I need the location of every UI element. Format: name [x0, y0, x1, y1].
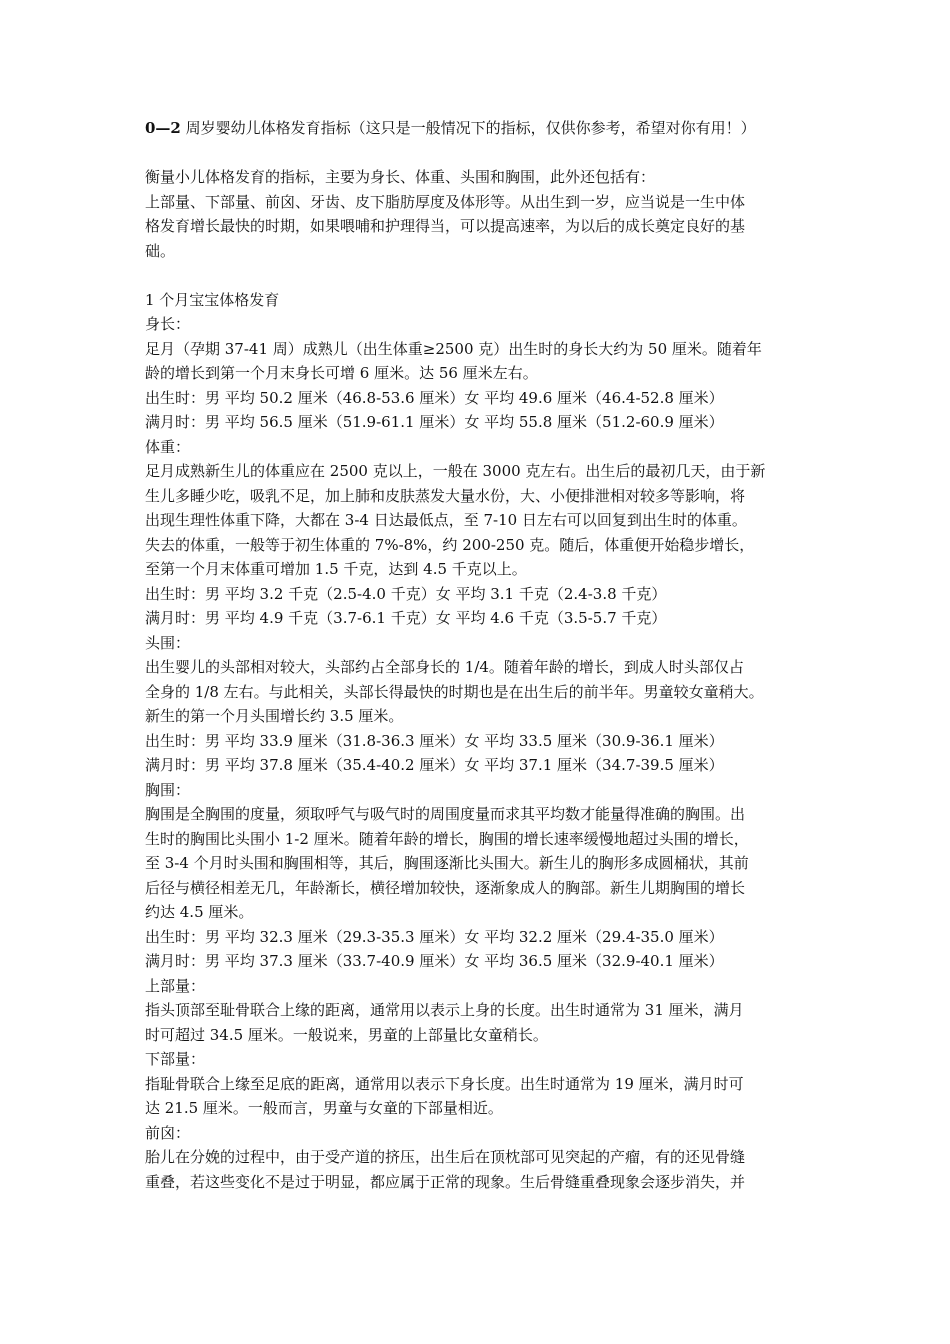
block-line: 出生时：男 平均 3.2 千克（2.5-4.0 千克）女 平均 3.1 千克（2.4-3.8 千克）: [145, 584, 667, 603]
block-heading: 胸围：: [145, 780, 191, 799]
spacer: [145, 263, 815, 288]
title-text: 周岁婴幼儿体格发育指标（这只是一般情况下的指标，仅供你参考，希望对你有用！）: [180, 119, 756, 137]
block-line: 足月成熟新生儿的体重应在 2500 克以上，一般在 3000 克左右。出生后的最初几天，由于新: [145, 462, 766, 480]
block-line: 后径与横径相差无几，年龄渐长，横径增加较快，逐渐象成人的胸部。新生儿期胸围的增长: [145, 878, 746, 897]
block-line: 失去的体重，一般等于初生体重的 7%-8%，约 200-250 克。随后，体重便开始稳步增长，: [145, 535, 755, 554]
block-line: 生儿多睡少吃，吸乳不足，加上肺和皮肤蒸发大量水份，大、小便排泄相对较多等影响，将: [145, 486, 746, 505]
block-line: 满月时：男 平均 4.9 千克（3.7-6.1 千克）女 平均 4.6 千克（3.5-5.7 千克）: [145, 609, 667, 627]
block-heading: 体重：: [145, 437, 191, 456]
block-line: 出生时：男 平均 50.2 厘米（46.8-53.6 厘米）女 平均 49.6 厘米（46.4-52.8 厘米）: [145, 388, 724, 407]
block-line: 出生时：男 平均 32.3 厘米（29.3-35.3 厘米）女 平均 32.2 厘米（29.4-35.0 厘米）: [145, 927, 724, 946]
block-line: 至第一个月末体重可增加 1.5 千克，达到 4.5 千克以上。: [145, 560, 527, 578]
section-body: [145, 312, 815, 1194]
block-line: 出生时：男 平均 33.9 厘米（31.8-36.3 厘米）女 平均 33.5 厘米（30.9-36.1 厘米）: [145, 731, 724, 750]
intro-line: 格发育增长最快的时期，如果喂哺和护理得当，可以提高速率，为以后的成长奠定良好的基: [145, 217, 746, 235]
intro-paragraph: [145, 165, 815, 263]
block-heading: 前囟：: [145, 1123, 191, 1142]
block-line: 指耻骨联合上缘至足底的距离，通常用以表示下身长度。出生时通常为 19 厘米，满月时可: [145, 1074, 744, 1093]
intro-line: 上部量、下部量、前囟、牙齿、皮下脂肪厚度及体形等。从出生到一岁，应当说是一生中体: [145, 192, 746, 211]
document-page: [145, 116, 815, 1194]
title-bold-part: 0—2: [145, 119, 181, 137]
content-block: [145, 312, 815, 435]
block-line: 至 3-4 个月时头围和胸围相等，其后，胸围逐渐比头围大。新生儿的胸形多成圆桶状，其前: [145, 854, 749, 872]
content-block: [145, 1047, 815, 1121]
section-title: 1 个月宝宝体格发育: [145, 290, 280, 309]
content-block: [145, 435, 815, 631]
document-title: [145, 116, 815, 141]
block-line: 满月时：男 平均 37.3 厘米（33.7-40.9 厘米）女 平均 36.5 厘米（32.9-40.1 厘米）: [145, 952, 724, 970]
block-line: 新生的第一个月头围增长约 3.5 厘米。: [145, 707, 404, 725]
block-line: 约达 4.5 厘米。: [145, 903, 254, 921]
block-line: 生时的胸围比头围小 1-2 厘米。随着年龄的增长，胸围的增长速率缓慢地超过头围的增长，: [145, 829, 749, 848]
content-block: [145, 778, 815, 974]
block-line: 胸围是全胸围的度量，须取呼气与吸气时的周围度量而求其平均数才能量得准确的胸围。出: [145, 805, 746, 823]
block-line: 胎儿在分娩的过程中，由于受产道的挤压，出生后在顶枕部可见突起的产瘤，有的还见骨缝: [145, 1148, 746, 1166]
block-line: 重叠，若这些变化不是过于明显，都应属于正常的现象。生后骨缝重叠现象会逐步消失，并: [145, 1172, 746, 1191]
block-line: 满月时：男 平均 37.8 厘米（35.4-40.2 厘米）女 平均 37.1 厘米（34.7-39.5 厘米）: [145, 756, 724, 774]
intro-line: 衡量小儿体格发育的指标，主要为身长、体重、头围和胸围，此外还包括有：: [145, 168, 656, 186]
block-line: 足月（孕期 37-41 周）成熟儿（出生体重≥2500 克）出生时的身长大约为 50 厘米。随着年: [145, 339, 762, 358]
block-line: 出现生理性体重下降，大都在 3-4 日达最低点，至 7-10 日左右可以回复到出生时的体重。: [145, 511, 747, 529]
spacer: [145, 141, 815, 166]
block-heading: 头围：: [145, 633, 191, 652]
block-line: 龄的增长到第一个月末身长可增 6 厘米。达 56 厘米左右。: [145, 364, 538, 382]
content-block: [145, 631, 815, 778]
block-line: 全身的 1/8 左右。与此相关，头部长得最快的时期也是在出生后的前半年。男童较女童稍大。: [145, 682, 764, 701]
content-block: [145, 974, 815, 1048]
block-heading: 上部量：: [145, 976, 206, 995]
block-line: 指头顶部至耻骨联合上缘的距离，通常用以表示上身的长度。出生时通常为 31 厘米，满月: [145, 1001, 744, 1019]
block-heading: 下部量：: [145, 1050, 206, 1068]
block-line: 出生婴儿的头部相对较大，头部约占全部身长的 1/4。随着年龄的增长，到成人时头部仅占: [145, 658, 744, 676]
block-line: 满月时：男 平均 56.5 厘米（51.9-61.1 厘米）女 平均 55.8 厘米（51.2-60.9 厘米）: [145, 413, 724, 431]
content-block: [145, 1121, 815, 1195]
intro-line: 础。: [145, 241, 176, 260]
block-heading: 身长：: [145, 315, 191, 333]
block-line: 时可超过 34.5 厘米。一般说来，男童的上部量比女童稍长。: [145, 1025, 548, 1044]
block-line: 达 21.5 厘米。一般而言，男童与女童的下部量相近。: [145, 1099, 503, 1117]
